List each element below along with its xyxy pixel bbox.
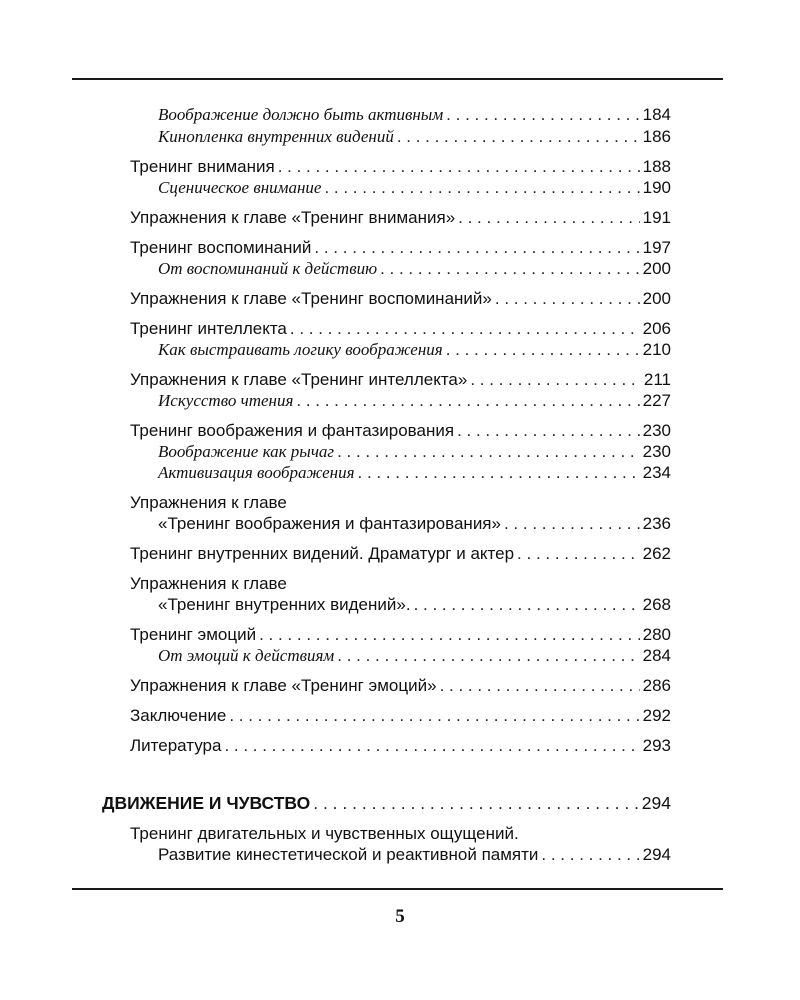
dot-leader [224,735,639,757]
toc-entry-page: 236 [642,514,671,533]
toc-entry-page: 230 [642,442,671,461]
toc-entry-page: 211 [643,370,671,389]
toc-entry-page: 190 [642,178,671,197]
toc-entry-page: 206 [642,319,671,338]
toc-entry [130,624,671,646]
toc-entry-title: Кинопленка внутренних видений [158,127,394,146]
dot-leader [229,705,639,727]
toc-entry-title: «Тренинг воображения и фантазирования» [158,514,501,533]
toc-entry [130,237,671,259]
toc-entry-title: Тренинг воображения и фантазирования [130,421,455,440]
toc-entry-page: 200 [642,289,671,308]
dot-leader [259,624,640,646]
toc-entry-title: Искусство чтения [158,391,294,410]
dot-leader [313,792,639,814]
dot-leader [324,177,639,199]
dot-leader [414,594,640,616]
toc-section-heading [102,792,671,814]
toc-entry [158,844,671,866]
toc-entry [158,390,671,412]
header-rule [72,78,723,80]
dot-leader [457,420,640,442]
toc-entry-page: 210 [642,340,671,359]
toc-entry [130,735,671,757]
toc-entry-page: 280 [642,625,671,644]
toc-entry-title: Упражнения к главе [130,574,287,593]
dot-leader [541,844,639,866]
toc-entry-title: «Тренинг внутренних видений». [158,595,411,614]
toc-entry-title: Упражнения к главе [130,493,287,512]
toc-entry-title: Тренинг воспоминаний [130,238,312,257]
toc-entry-title: Упражнения к главе «Тренинг воспоминаний» [130,289,492,308]
toc-entry-page: 227 [642,391,671,410]
toc-entry-title: Тренинг эмоций [130,625,257,644]
toc-entry-title: Упражнения к главе «Тренинг внимания» [130,208,456,227]
toc-entry-title: Литература [130,736,222,755]
toc-entry [158,258,671,280]
toc-entry [158,462,671,484]
toc-entry [130,420,671,442]
toc-entry-title: Активизация воображения [158,463,355,482]
dot-leader [278,156,640,178]
toc-entry-title: Как выстраивать логику воображения [158,340,443,359]
toc-entry [158,104,671,126]
toc-entry [130,705,671,727]
page-number: 5 [395,906,405,927]
toc-entry-title: Тренинг внутренних видений. Драматург и актер [130,544,515,563]
toc-entry [158,339,671,361]
toc-entry-title: Тренинг внимания [130,157,275,176]
toc-entry [130,288,671,310]
toc-entry-title: Воображение должно быть активным [158,105,444,124]
toc-entry-title: От воспоминаний к действию [158,259,378,278]
toc-entry [158,126,671,148]
toc-entry [130,573,671,595]
toc-entry [158,177,671,199]
dot-leader [446,104,639,126]
toc-entry [130,207,671,229]
toc-entry-page: 186 [642,127,671,146]
toc-entry-page: 284 [642,646,671,665]
toc-entry [158,645,671,667]
toc-entry-page: 262 [642,544,671,563]
dot-leader [290,318,640,340]
toc-entry-page: 188 [642,157,671,176]
toc-entry-title: ДВИЖЕНИЕ И ЧУВСТВО [102,793,311,813]
toc-entry-page: 292 [642,706,671,725]
toc-entry [158,441,671,463]
toc-entry-title: Упражнения к главе «Тренинг интеллекта» [130,370,468,389]
toc-entry [130,492,671,514]
toc-entry [158,594,671,616]
dot-leader [440,675,640,697]
toc-entry-title: Развитие кинестетической и реактивной памяти [158,845,539,864]
toc-entry-title: От эмоций к действиям [158,646,335,665]
toc-entry-page: 191 [642,208,671,227]
toc-entry [130,318,671,340]
toc-entry [130,675,671,697]
dot-leader [495,288,640,310]
toc-entry-page: 268 [642,595,671,614]
toc-entry [130,543,671,565]
toc-entry-page: 197 [642,238,671,257]
dot-leader [314,237,639,259]
toc-entry-title: Воображение как рычаг [158,442,335,461]
toc-entry-page: 294 [642,845,671,864]
dot-leader [380,258,640,280]
dot-leader [517,543,640,565]
dot-leader [397,126,640,148]
dot-leader [358,462,640,484]
dot-leader [446,339,640,361]
footer-rule [72,888,723,890]
toc-entry-page: 293 [642,736,671,755]
toc-entry-page: 286 [642,676,671,695]
dot-leader [470,369,641,391]
toc-entry-page: 184 [642,105,671,124]
dot-leader [337,645,639,667]
toc-entry [130,823,671,845]
toc-entry-title: Упражнения к главе «Тренинг эмоций» [130,676,437,695]
toc-entry-title: Сценическое внимание [158,178,322,197]
dot-leader [504,513,640,535]
toc-entry-page: 200 [642,259,671,278]
toc-entry [130,369,671,391]
toc-entry-page: 234 [642,463,671,482]
toc-entry-title: Тренинг двигательных и чувственных ощущений. [130,824,519,843]
toc-entry-page: 294 [641,793,671,813]
toc-entry-title: Заключение [130,706,227,725]
toc-entry [130,156,671,178]
toc-entry-title: Тренинг интеллекта [130,319,287,338]
dot-leader [296,390,639,412]
toc-entry [158,513,671,535]
dot-leader [458,207,639,229]
toc-entry-page: 230 [642,421,671,440]
dot-leader [337,441,640,463]
